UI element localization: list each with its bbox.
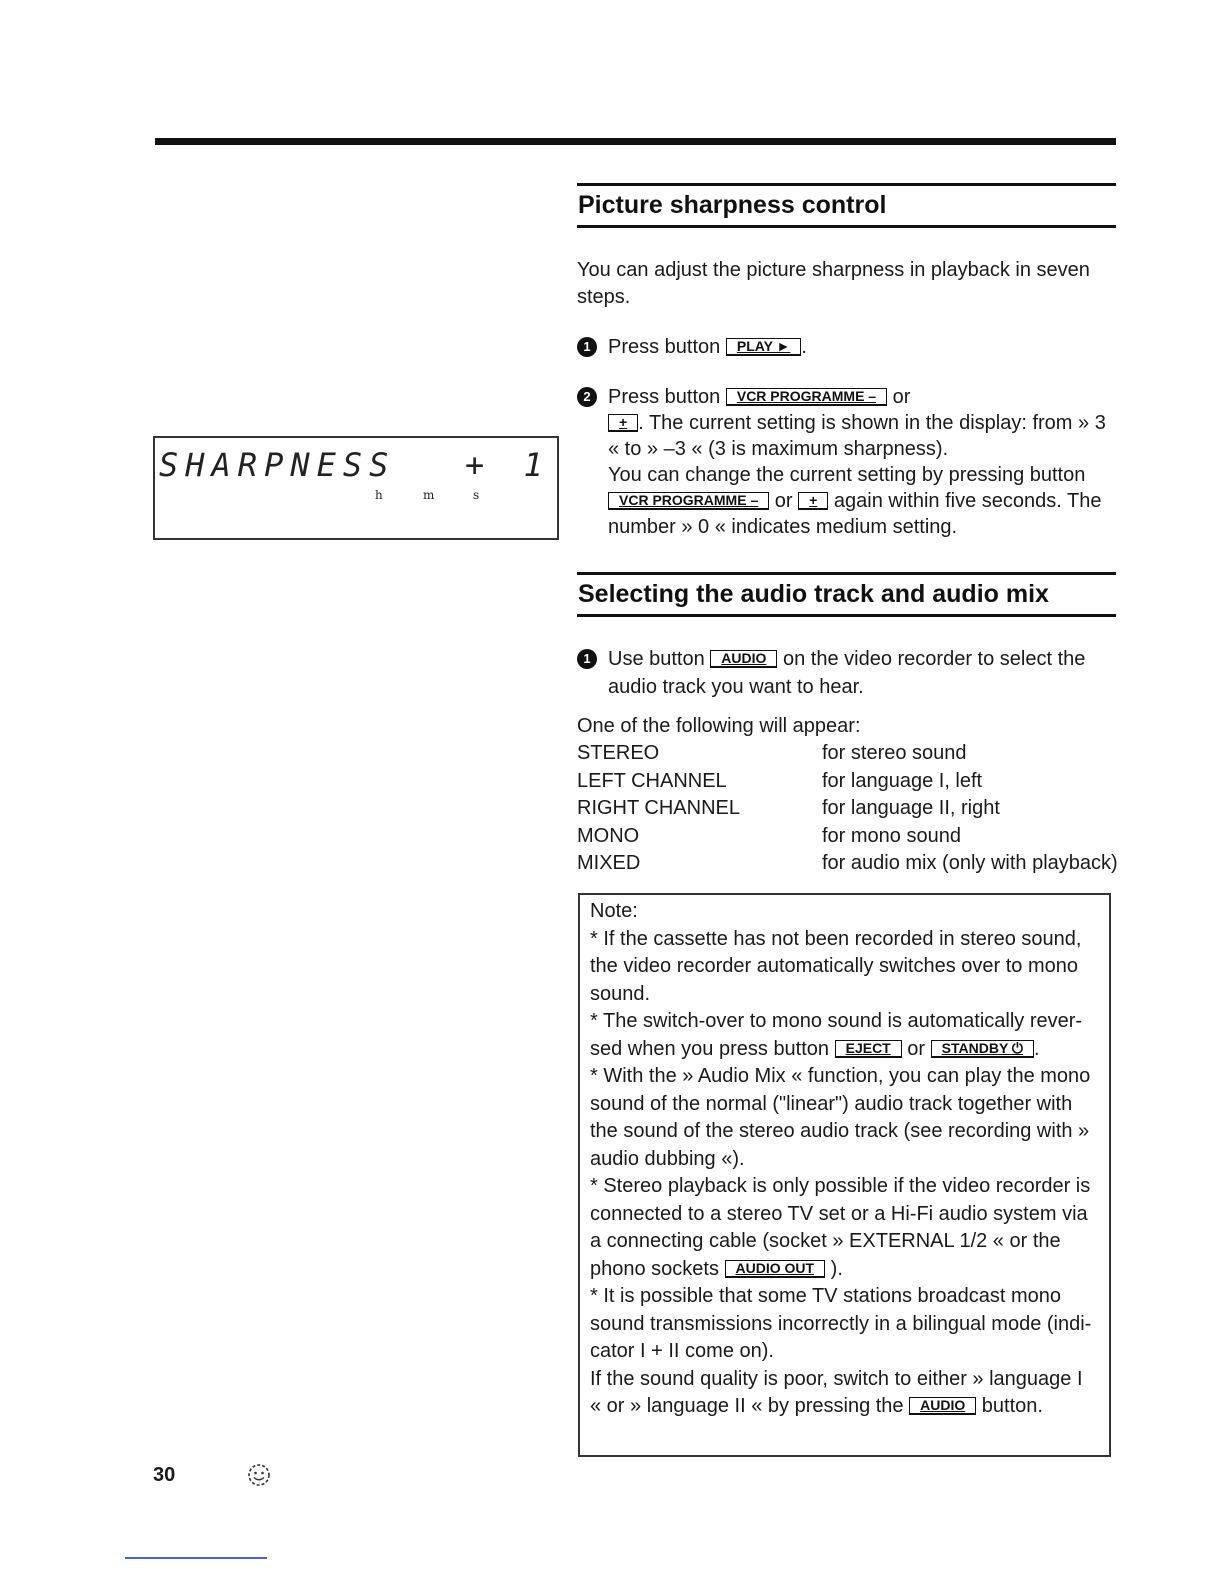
page-number: 30: [153, 1464, 176, 1486]
vcr-display: [153, 436, 559, 540]
audio-out-button-label: AUDIO OUT: [725, 1260, 826, 1278]
step-number: 1: [577, 649, 597, 669]
mode-row: RIGHT CHANNEL for language II, right: [577, 797, 1000, 819]
sharpness-intro: You can adjust the picture sharpness in playback in seven steps.: [577, 259, 1090, 308]
audio-button-label: AUDIO: [909, 1397, 976, 1415]
step-number: 1: [577, 337, 597, 357]
eject-button-label: EJECT: [835, 1040, 902, 1058]
standby-button-label: STANDBY ⏻: [931, 1040, 1034, 1058]
plus-button-label: +: [798, 492, 828, 510]
sharpness-step-2: 2 Press button VCR PROGRAMME – or + . The current setting is shown in the display: from » 3 « to » –3 « (3 is maximum sharpness). You can change the current setting by pressing button VCR PROGRAMME – or + again within five seconds. The number » 0 « indicates medium setting.: [577, 384, 1117, 540]
mode-row: MONO for mono sound: [577, 824, 961, 847]
audio-step-1: 1 Use button AUDIO on the video recorder to select the audio track you want to hear.: [577, 646, 1117, 701]
note-box: [578, 893, 1111, 1457]
audio-heading: Selecting the audio track and audio mix: [578, 580, 1049, 608]
note-item: * It is possible that some TV stations broadcast mono sound transmissions incorrectly in a bilingual mode (indi-cator I + II come on).: [590, 1285, 1092, 1362]
vcr-programme-minus-label: VCR PROGRAMME –: [608, 492, 769, 510]
mode-row: MIXED for audio mix (only with playback): [577, 852, 1118, 874]
sharpness-step-1: 1 Press button PLAY ► .: [577, 334, 1117, 360]
display-unit-s: s: [473, 488, 480, 502]
note-item: * If the cassette has not been recorded in stereo sound, the video recorder automatically switches over to mono sound.: [590, 927, 1082, 1005]
plus-button-label: +: [608, 414, 638, 432]
audio-mode-list: [577, 740, 1122, 878]
sharpness-heading-box: [577, 183, 1116, 228]
step-number: 2: [577, 387, 597, 407]
display-unit-m: m: [423, 488, 435, 502]
smiley-logo-icon: [244, 1460, 274, 1490]
display-text: SHARPNESS: [159, 446, 396, 484]
mode-row: STEREO for stereo sound: [577, 742, 967, 764]
display-unit-h: h: [375, 488, 383, 502]
display-value: + 1: [465, 446, 553, 484]
top-rule: [155, 138, 1116, 145]
note-item: * Stereo playback is only possible if the video recorder is connected to a stereo TV set or a Hi-Fi audio system via a connecting cable (socket » EXTERNAL 1/2 « or the phono sockets AUDIO OUT ).: [590, 1175, 1091, 1280]
sharpness-heading: Picture sharpness control: [578, 191, 887, 219]
note-item: If the sound quality is poor, switch to either » language I « or » language II « by pressing the AUDIO button.: [590, 1367, 1083, 1417]
audio-button-label: AUDIO: [710, 650, 777, 668]
play-button-label: PLAY ►: [726, 338, 802, 356]
audio-heading-box: [577, 572, 1116, 617]
bottom-line: [125, 1557, 267, 1559]
note-item: * The switch-over to mono sound is automatically rever-sed when you press button EJECT or STANDBY ⏻ .: [590, 1010, 1083, 1060]
note-title: Note:: [590, 900, 638, 922]
vcr-programme-minus-label: VCR PROGRAMME –: [726, 388, 887, 406]
note-item: * With the » Audio Mix « function, you can play the mono sound of the normal ("linear") audio track together with the sound of the stereo audio track (see recording with » audio dubbing «).: [590, 1065, 1091, 1170]
mode-row: LEFT CHANNEL for language I, left: [577, 769, 983, 792]
appear-intro: One of the following will appear:: [577, 715, 861, 737]
